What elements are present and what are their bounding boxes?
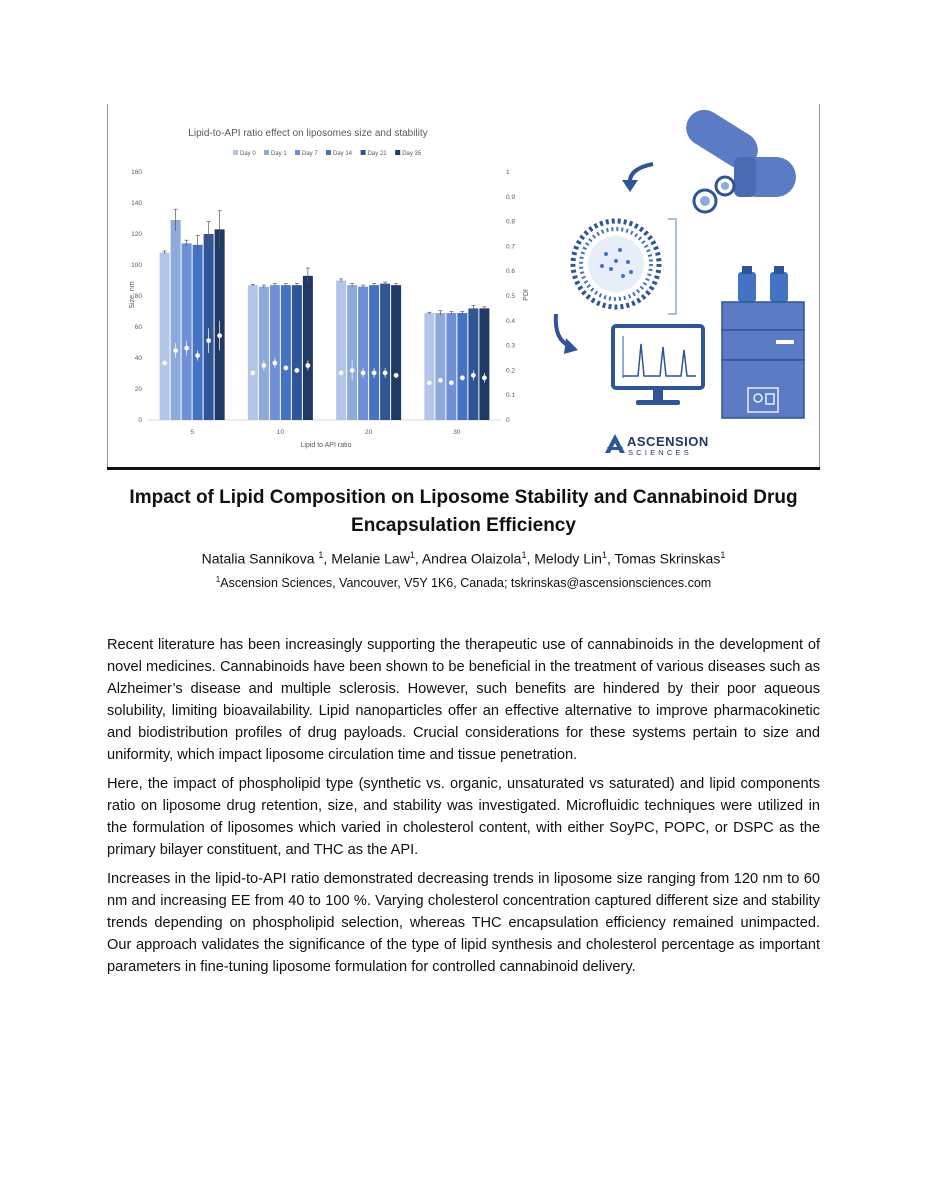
y-tick-label: 120 (131, 231, 142, 238)
y2-tick-label: 0.3 (506, 342, 516, 350)
y2-axis-title: PDI (523, 289, 530, 301)
y2-tick-label: 0 (506, 417, 510, 424)
y-tick-label: 140 (131, 200, 142, 207)
y-tick-label: 0 (138, 417, 142, 424)
y2-tick-label: 0.4 (506, 317, 516, 325)
y-tick-label: 100 (131, 262, 142, 269)
y-tick-label: 80 (134, 293, 142, 300)
logo-mark-icon (605, 434, 625, 453)
y2-tick-label: 0.9 (506, 193, 516, 201)
author-affiliation-marker: 1 (720, 550, 726, 560)
arrow-down-right-icon (556, 314, 578, 354)
legend-label: Day 7 (302, 151, 318, 157)
legend-label: Day 35 (402, 151, 422, 157)
logo-subtext: SCIENCES (628, 448, 692, 457)
legend-label: Day 0 (240, 151, 256, 157)
y-tick-label: 20 (134, 386, 142, 393)
title-block (107, 484, 820, 590)
affiliation-marker: 1 (215, 574, 221, 584)
hplc-instrument-icon (722, 266, 804, 418)
author-affiliation-marker: 1 (409, 550, 415, 560)
figure-panel (107, 104, 820, 470)
y-tick-label: 40 (134, 355, 142, 362)
paragraph: Recent literature has been increasingly supporting the therapeutic use of cannabinoids in the development of novel medicines. Cannabinoids have been shown to be beneficial in the treatment of various diseases such as Alzheimer’s disease and multiple sclerosis. However, such benefits are hindered by their poor aqueous solubility, limiting bioavailability. Lipid nanoparticles offer an effective alternative to improve pharmacokinetic and biodistribution profiles of drug payloads. Crucial considerations for these systems pertain to size and uniformity, which impact liposome circulation time and tissue penetration. (107, 637, 820, 763)
author-affiliation-marker: 1 (318, 550, 324, 560)
ascension-logo (605, 434, 709, 457)
formulation-illustration (108, 104, 821, 470)
small-liposome-icon (694, 177, 734, 212)
author-affiliation-marker: 1 (601, 550, 607, 560)
x-tick-label: 5 (190, 429, 194, 436)
x-tick-label: 10 (276, 429, 284, 436)
y2-tick-label: 0.2 (506, 367, 516, 375)
author-name: Natalia Sannikova (201, 550, 319, 567)
y-tick-label: 60 (134, 324, 142, 331)
affiliation-text: Ascension Sciences, Vancouver, V5Y 1K6, Canada; tskrinskas@ascensionsciences.com (220, 575, 712, 590)
x-tick-label: 30 (453, 429, 461, 436)
logo-text: ASCENSION (627, 434, 709, 449)
large-liposome-icon (573, 221, 659, 307)
author-name: Melanie Law (331, 550, 410, 567)
author-list: Natalia Sannikova $^1$, Melanie Law$^1$, Andrea Olaizola$^1$, Melody Lin$^1$, Tomas Skrinskas$^1$ (201, 550, 726, 567)
monitor-chromatogram-icon (613, 326, 703, 405)
paragraph: Increases in the lipid-to-API ratio demonstrated decreasing trends in liposome size ranging from 120 nm to 60 nm and increasing EE from 40 to 100 %. Varying cholesterol concentration captured different size and stability trends depending on phospholipid selection, whereas THC encapsulation efficiency remained unimpacted. Our approach validates the significance of the type of lipid synthesis and cholesterol percentage as important parameters in fine-tuning liposome formulation for controlled cannabinoid delivery. (107, 871, 820, 975)
y-axis-title: Size, nm (129, 281, 136, 309)
y-tick-label: 160 (131, 169, 142, 176)
figure-divider (107, 467, 820, 470)
author-name: Melody Lin (534, 550, 602, 567)
affiliation (107, 575, 820, 590)
abstract-body (107, 634, 820, 985)
legend-label: Day 21 (367, 151, 387, 157)
y2-tick-label: 0.6 (506, 268, 516, 276)
legend-label: Day 14 (333, 151, 353, 157)
y2-tick-label: 0.5 (506, 293, 516, 300)
author-name: Tomas Skrinskas (614, 550, 721, 567)
y2-tick-label: 1 (506, 169, 510, 176)
x-tick-label: 20 (365, 429, 373, 436)
paragraph: Here, the impact of phospholipid type (synthetic vs. organic, unsaturated vs saturated) and lipid components ratio on liposome drug retention, size, and stability was investigated. Microfluidic techniques were utilized in the formulation of liposomes which varied in cholesterol content, with either SoyPC, POPC, or DSPC as the primary bilayer constituent, and THC as the API. (107, 776, 820, 858)
arrow-down-icon (622, 164, 653, 192)
chart-title: Lipid-to-API ratio effect on liposomes size and stability (188, 128, 428, 139)
author-name: Andrea Olaizola (421, 550, 522, 567)
y2-tick-label: 0.8 (506, 218, 516, 226)
x-axis-title: Lipid to API ratio (300, 442, 352, 449)
legend-label: Day 1 (271, 151, 287, 157)
capsule-icon (679, 103, 796, 197)
y2-tick-label: 0.1 (506, 392, 516, 400)
author-affiliation-marker: 1 (521, 550, 527, 560)
y2-tick-label: 0.7 (506, 243, 516, 251)
paper-title: Impact of Lipid Composition on Liposome Stability and Cannabinoid Drug Encapsulation Efficiency (129, 487, 798, 536)
bracket-icon (668, 219, 676, 314)
